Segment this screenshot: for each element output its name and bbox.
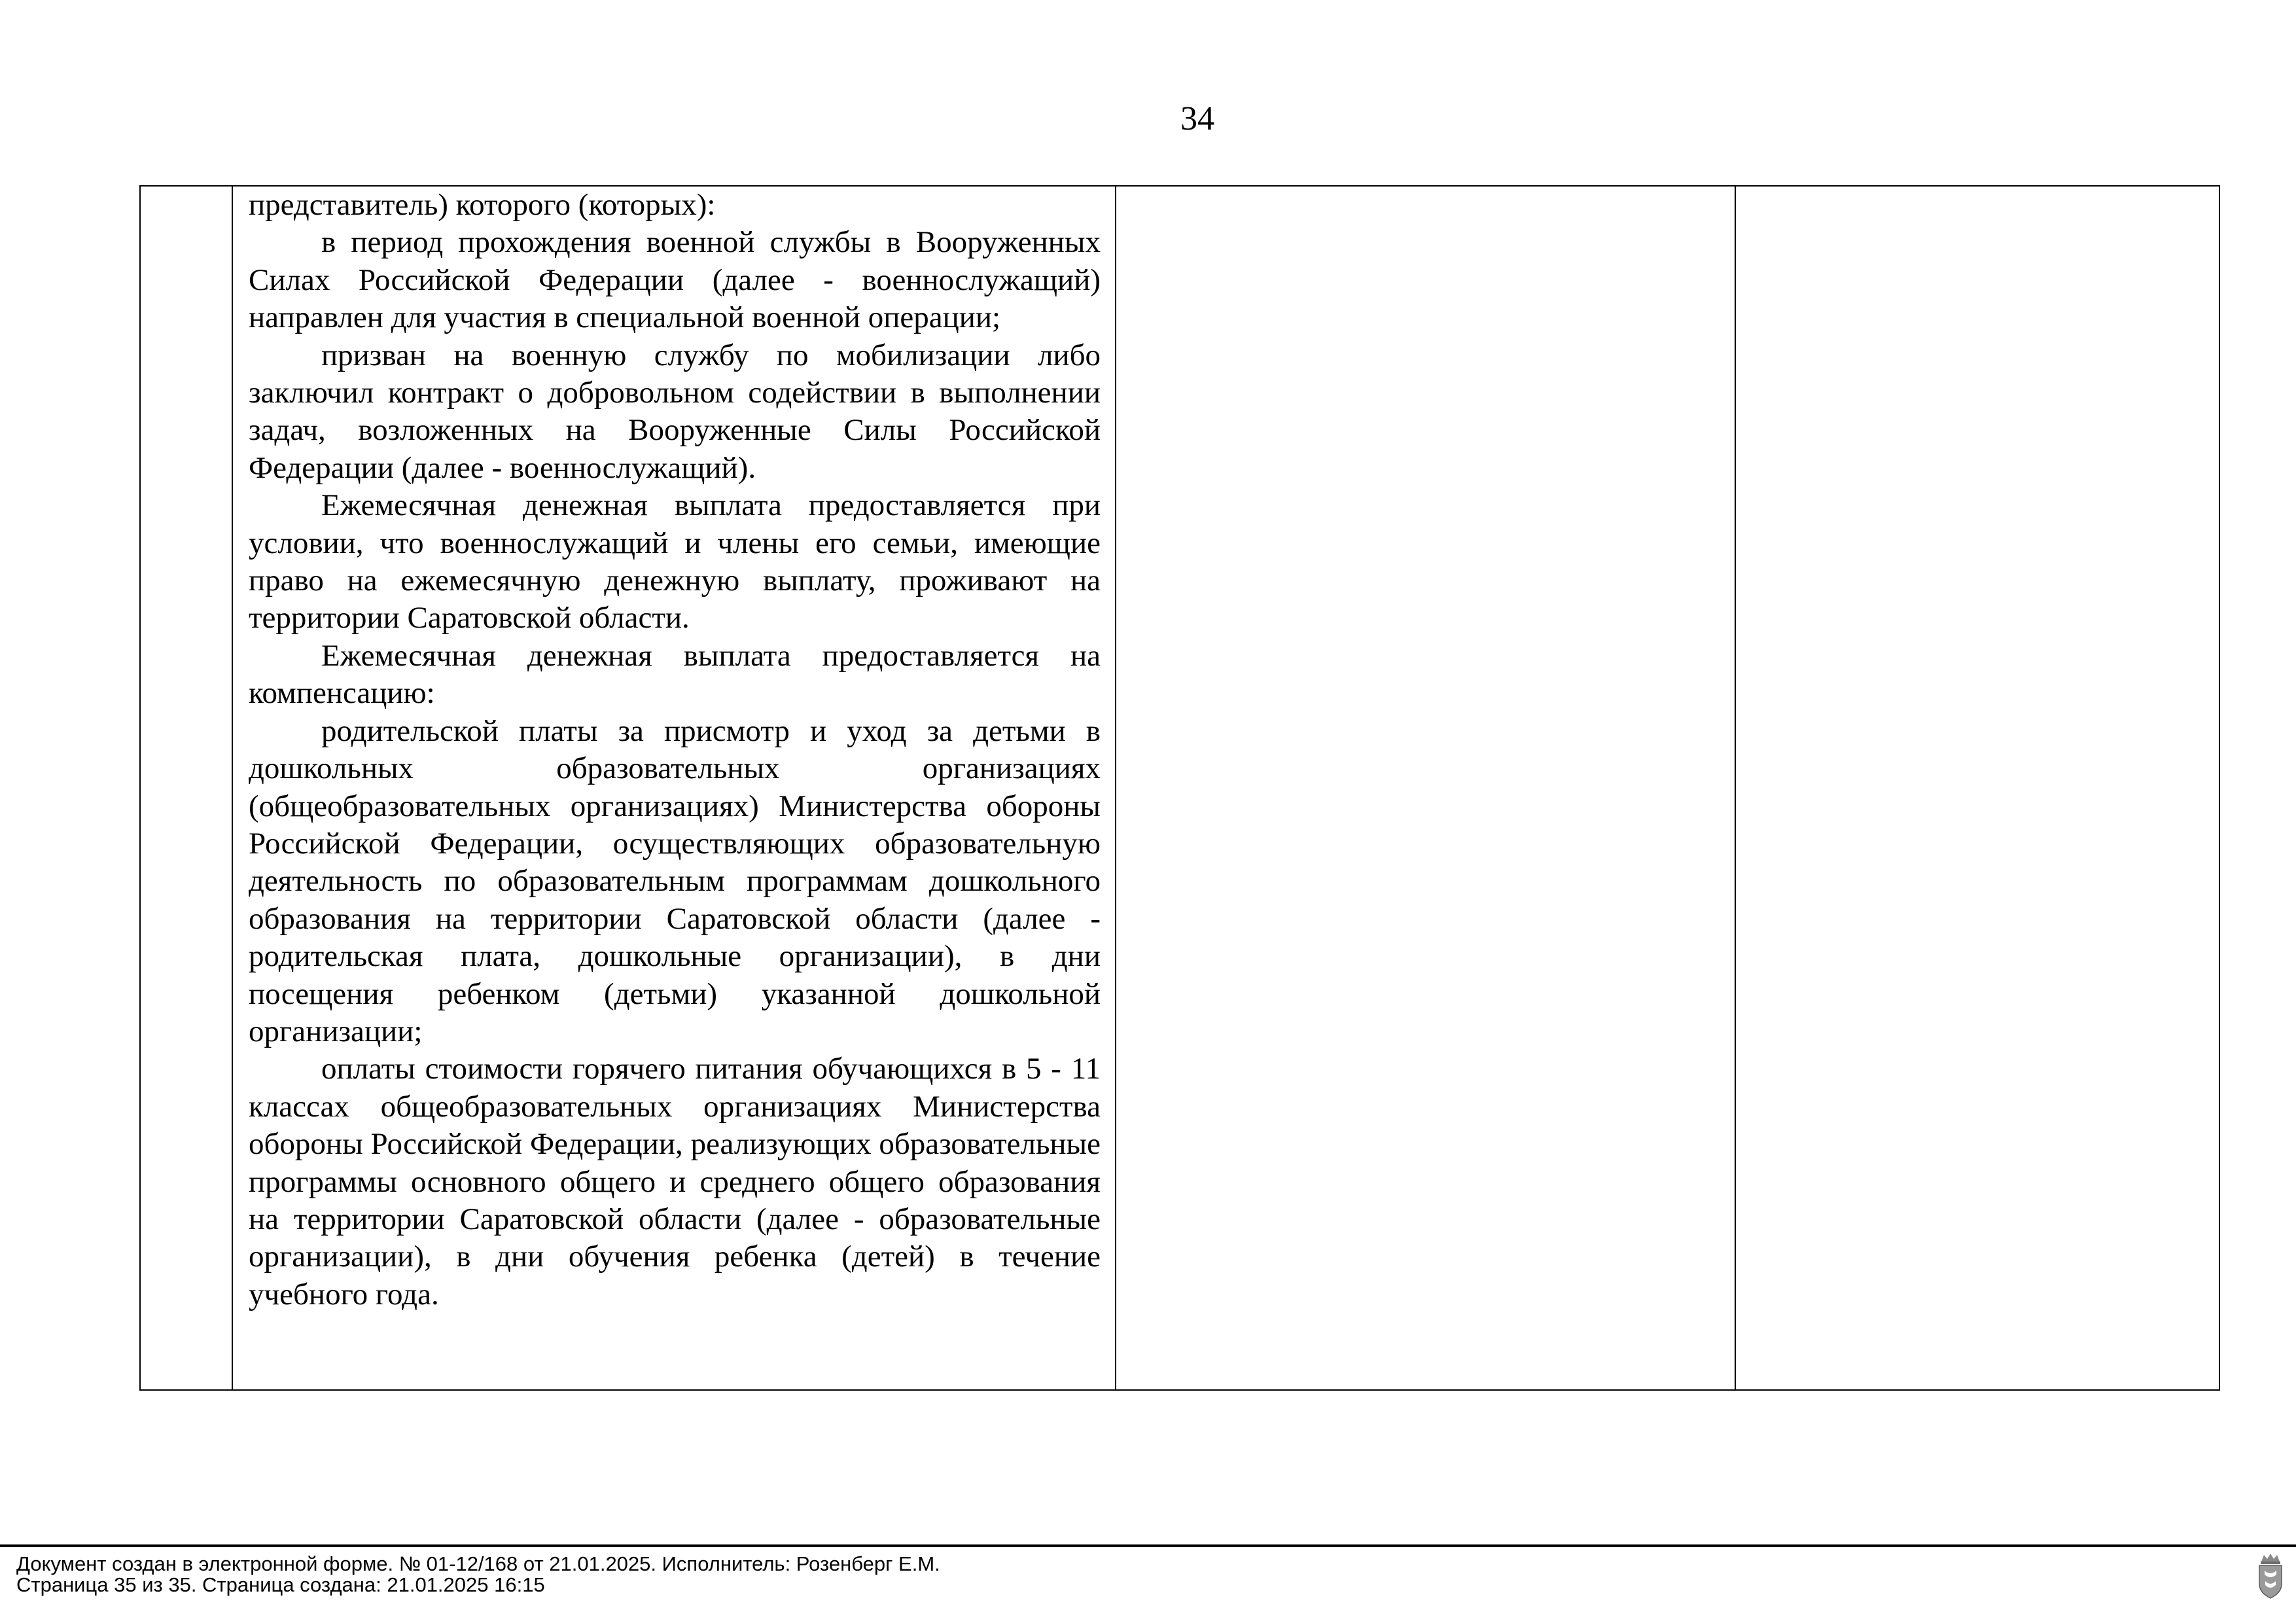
footer-divider: [0, 1544, 2296, 1547]
page-number: 34: [1180, 100, 1214, 137]
table-cell-empty-3: [1116, 186, 1735, 1390]
table-cell-empty-4: [1735, 186, 2219, 1390]
paragraph-military-service: в период прохождения военной службы в Вооруженных Силах Российской Федерации (далее - военнослужащий) направлен для участия в специальной военной операции;: [249, 225, 1101, 335]
document-table: [139, 185, 2220, 1391]
footer-page-info: Страница 35 из 35. Страница создана: 21.01.2025 16:15: [16, 1573, 545, 1596]
paragraph-mobilization: призван на военную службу по мобилизации либо заключил контракт о добровольном содействии в выполнении задач, возложенных на Вооруженные Силы Российской Федерации (далее - военнослужащий).: [249, 338, 1101, 485]
paragraph-parental-fee: родительской платы за присмотр и уход за детьми в дошкольных образовательных организациях (общеобразовательных организациях) Министерства обороны Российской Федерации, осуществляющих образовательную деятельность по образовательным программам дошкольного образования на территории Саратовской области (далее - родительская плата, дошкольные организации), в дни посещения ребенком (детьми) указанной дошкольной организации;: [249, 713, 1101, 1048]
table-cell-number: [140, 186, 232, 1390]
coat-of-arms-icon: [2256, 1552, 2285, 1599]
table-row: [140, 186, 2219, 1390]
footer-document-info: Документ создан в электронной форме. № 01-12/168 от 21.01.2025. Исполнитель: Розенберг Е.М.: [16, 1552, 940, 1575]
paragraph-representative: представитель) которого (которых):: [249, 188, 716, 222]
table-cell-description: [232, 186, 1116, 1390]
paragraph-compensation-intro: Ежемесячная денежная выплата предоставляется на компенсацию:: [249, 638, 1101, 711]
paragraph-hot-meals: оплаты стоимости горячего питания обучающихся в 5 - 11 классах общеобразовательных организациях Министерства обороны Российской Федерации, реализующих образовательные программы основного общего и среднего общего образования на территории Саратовской области (далее - образовательные организации), в дни обучения ребенка (детей) в течение учебного года.: [249, 1052, 1101, 1311]
footer: [16, 1554, 940, 1596]
paragraph-residence-condition: Ежемесячная денежная выплата предоставляется при условии, что военнослужащий и члены его семьи, имеющие право на ежемесячную денежную выплату, проживают на территории Саратовской области.: [249, 488, 1101, 635]
